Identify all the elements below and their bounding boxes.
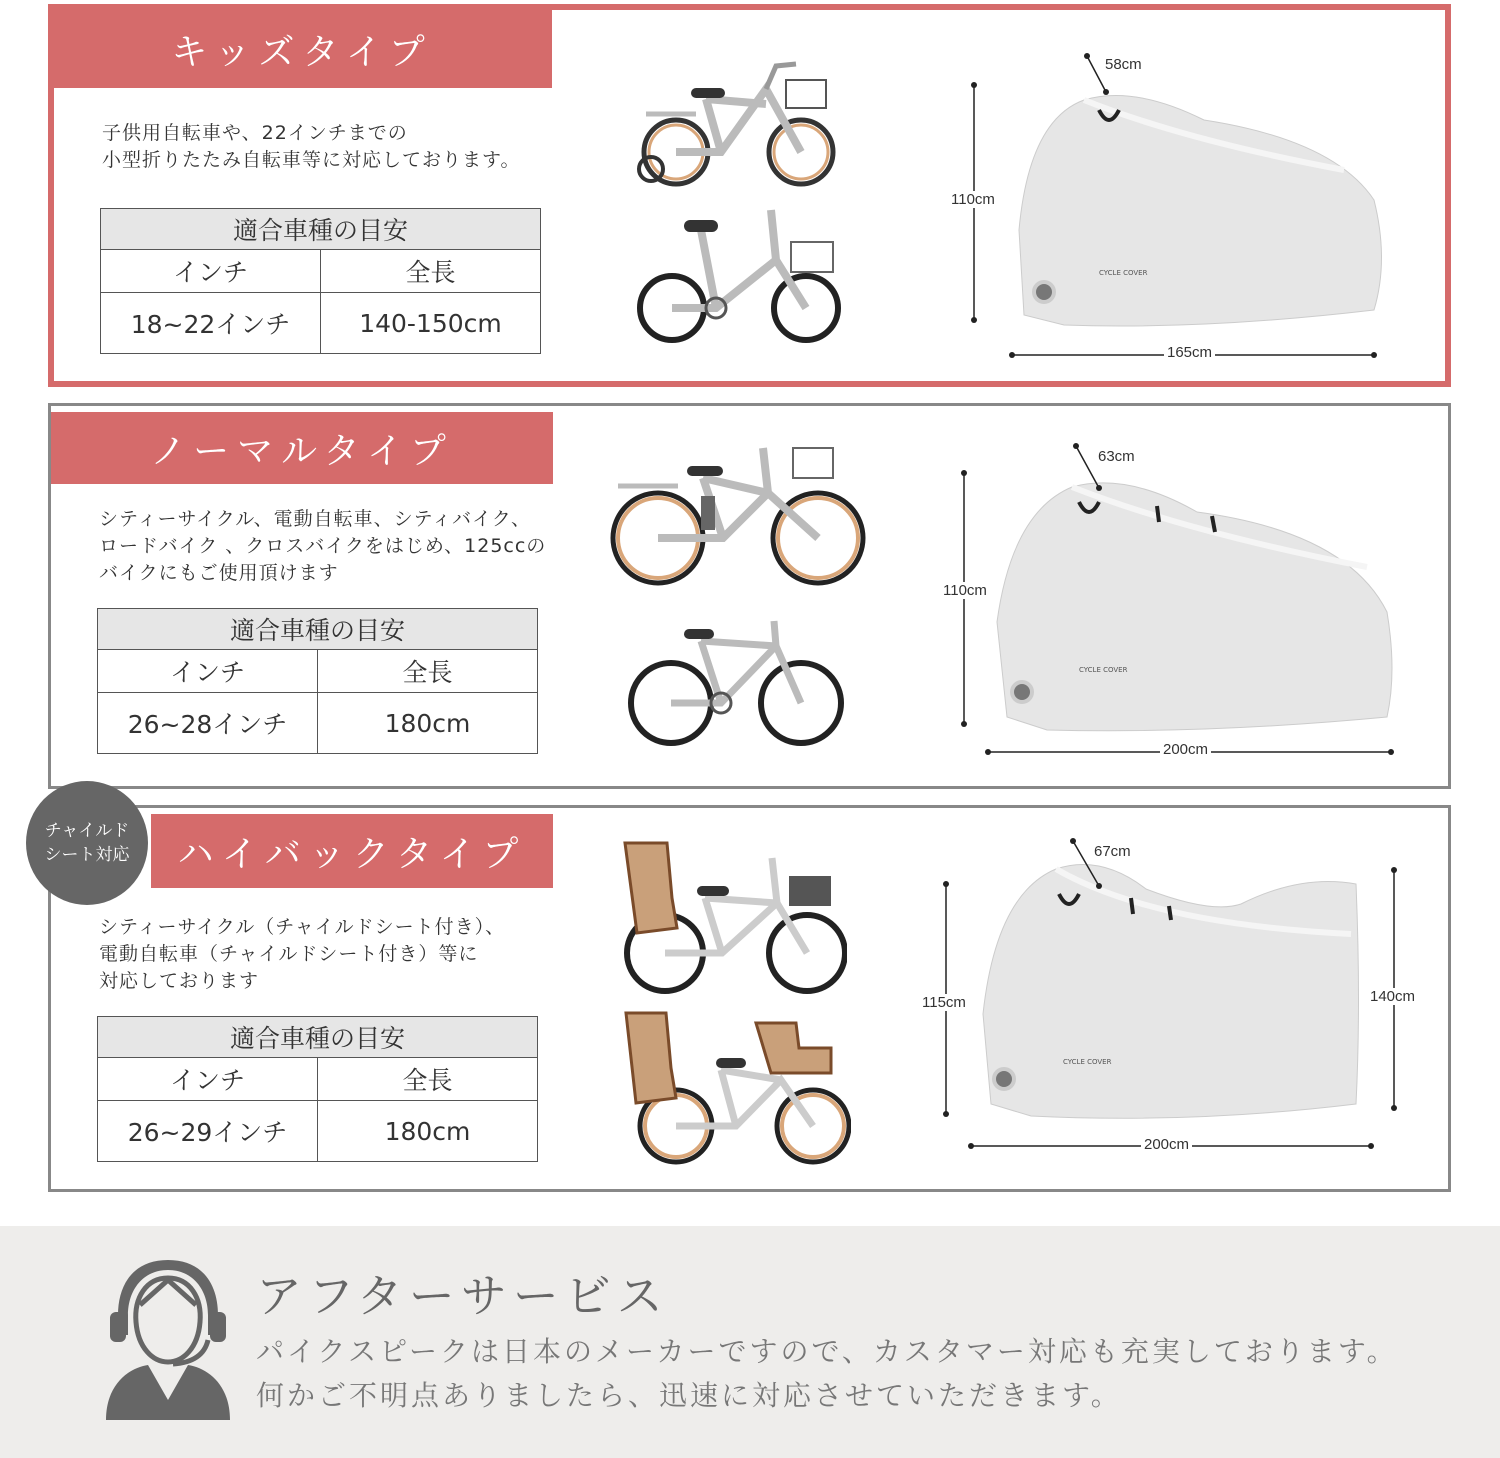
highback-dim-length: 200cm bbox=[1141, 1136, 1192, 1153]
after-service-text: パイクスピークは日本のメーカーですので、カスタマー対応も充実しております。 何かご不明点ありましたら、迅速に対応させていただきます。 bbox=[256, 1335, 1398, 1412]
kids-spec-table bbox=[100, 208, 541, 354]
child-seat-badge: チャイルド シート対応 bbox=[26, 781, 148, 905]
spec-table-header: 適合車種の目安 bbox=[101, 209, 541, 250]
inch-value: 26~29インチ bbox=[98, 1101, 318, 1162]
length-value: 140-150cm bbox=[321, 293, 541, 354]
kids-dim-top: 58cm bbox=[1102, 56, 1145, 73]
kids-type-panel bbox=[48, 4, 1451, 387]
highback-type-title: ハイバックタイプ bbox=[151, 814, 553, 888]
highback-dim-front-height: 115cm bbox=[919, 994, 969, 1011]
kids-dim-length: 165cm bbox=[1164, 344, 1215, 361]
inch-column-header: インチ bbox=[98, 1058, 318, 1101]
highback-dim-top: 67cm bbox=[1091, 843, 1134, 860]
highback-dim-rear-height: 140cm bbox=[1367, 988, 1418, 1005]
highback-type-panel bbox=[48, 805, 1451, 1192]
length-column-header: 全長 bbox=[321, 250, 541, 293]
spec-table-header: 適合車種の目安 bbox=[98, 1017, 538, 1058]
normal-dim-length: 200cm bbox=[1160, 741, 1211, 758]
support-headset-icon bbox=[98, 1250, 238, 1425]
normal-spec-table bbox=[97, 608, 538, 754]
highback-type-description: シティーサイクル（チャイルドシート付き）、 電動自転車（チャイルドシート付き）等に 対応しております bbox=[99, 916, 506, 992]
length-value: 180cm bbox=[318, 1101, 538, 1162]
normal-dim-top: 63cm bbox=[1095, 448, 1138, 465]
normal-dim-lines bbox=[951, 436, 1431, 766]
svg-text:CYCLE COVER: CYCLE COVER bbox=[1079, 666, 1128, 674]
inch-column-header: インチ bbox=[101, 250, 321, 293]
highback-dim-lines bbox=[931, 836, 1411, 1166]
length-column-header: 全長 bbox=[318, 650, 538, 693]
inch-value: 26~28インチ bbox=[98, 693, 318, 754]
child-seat-bike-image bbox=[617, 838, 847, 998]
svg-text:CYCLE COVER: CYCLE COVER bbox=[1063, 1058, 1112, 1066]
spec-table-header: 適合車種の目安 bbox=[98, 609, 538, 650]
length-column-header: 全長 bbox=[318, 1058, 538, 1101]
svg-text:CYCLE COVER: CYCLE COVER bbox=[1099, 269, 1148, 277]
folding-bike-image bbox=[636, 200, 846, 350]
double-child-seat-bike-image bbox=[621, 1008, 851, 1168]
normal-type-title: ノーマルタイプ bbox=[51, 412, 553, 484]
normal-type-description: シティーサイクル、電動自転車、シティバイク、 ロードバイク 、クロスバイクをはじめ、125ccの バイクにもご使用頂けます bbox=[99, 508, 547, 584]
kids-type-description: 子供用自転車や、22インチまでの 小型折りたたみ自転車等に対応しております。 bbox=[102, 122, 521, 171]
kids-dim-height: 110cm bbox=[948, 191, 998, 208]
normal-type-panel bbox=[48, 403, 1451, 789]
kids-bike-image bbox=[636, 54, 846, 188]
highback-spec-table bbox=[97, 1016, 538, 1162]
electric-bike-image bbox=[603, 438, 873, 588]
city-bike-image bbox=[626, 611, 846, 751]
inch-column-header: インチ bbox=[98, 650, 318, 693]
length-value: 180cm bbox=[318, 693, 538, 754]
kids-type-title: キッズタイプ bbox=[52, 10, 552, 88]
inch-value: 18~22インチ bbox=[101, 293, 321, 354]
after-service-title: アフターサービス bbox=[256, 1269, 669, 1323]
normal-dim-height: 110cm bbox=[940, 582, 990, 599]
